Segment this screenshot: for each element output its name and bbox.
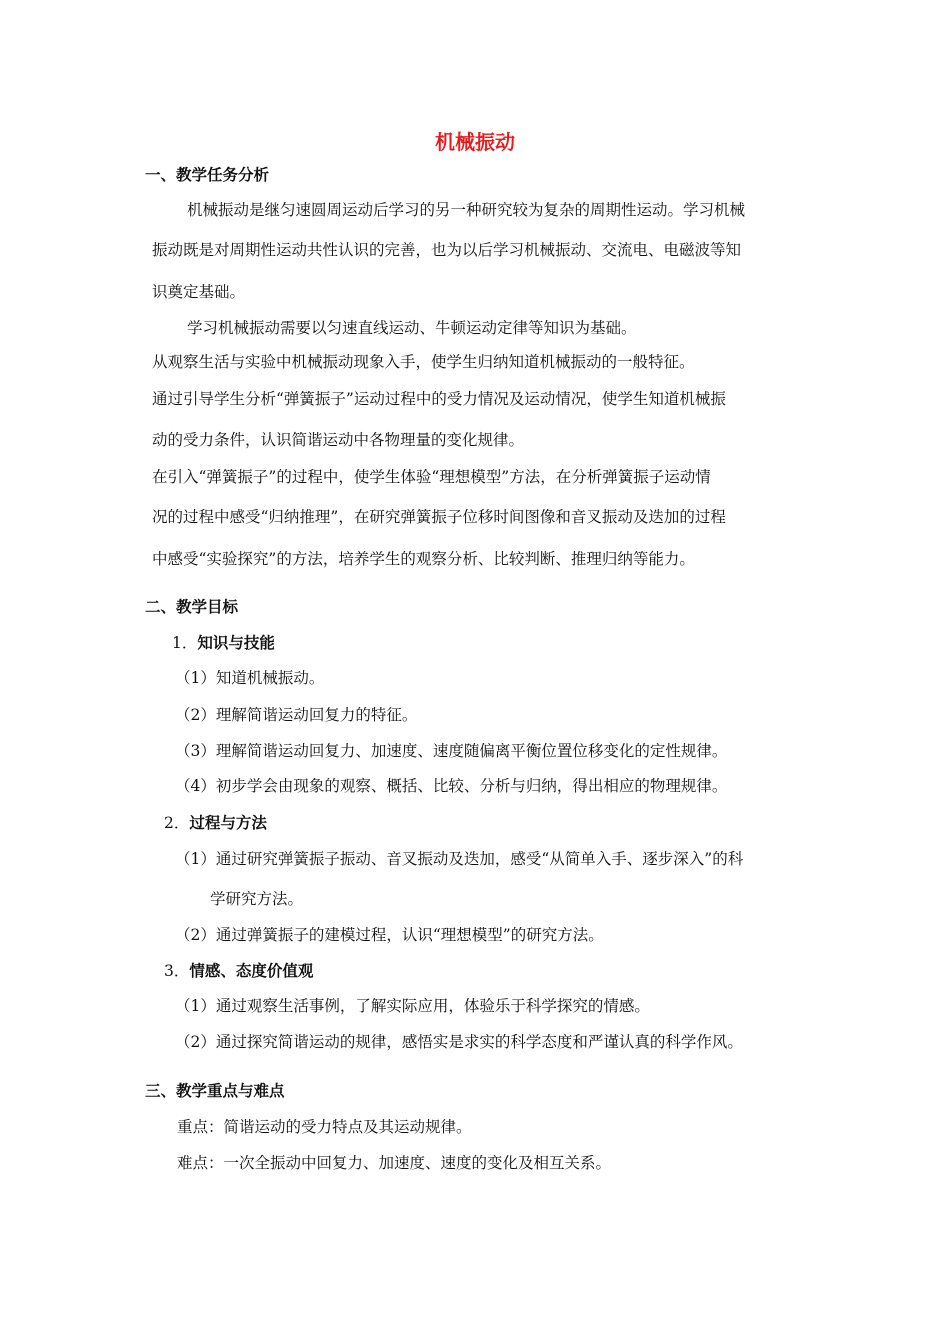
paragraph-line: 重点：简谐运动的受力特点及其运动规律。 bbox=[177, 1118, 472, 1136]
subsection-title: 知识与技能 bbox=[197, 634, 275, 652]
section-heading-3: 三、教学重点与难点 bbox=[145, 1082, 285, 1100]
subsection-number: 1． bbox=[172, 634, 198, 652]
paragraph-line: 通过引导学生分析“弹簧振子”运动过程中的受力情况及运动情况，使学生知道机械振 bbox=[152, 390, 726, 408]
paragraph-line: 动的受力条件，认识简谐运动中各物理量的变化规律。 bbox=[152, 431, 525, 449]
paragraph-line: 机械振动是继匀速圆周运动后学习的另一种研究较为复杂的周期性运动。学习机械 bbox=[187, 201, 746, 219]
list-item: （2）通过探究简谐运动的规律，感悟实是求实的科学态度和严谨认真的科学作风。 bbox=[175, 1033, 743, 1051]
paragraph-line: 难点：一次全振动中回复力、加速度、速度的变化及相互关系。 bbox=[177, 1154, 612, 1172]
subsection-heading-process bbox=[164, 813, 267, 833]
subsection-number: 3． bbox=[164, 962, 190, 980]
subsection-number: 2． bbox=[164, 814, 190, 832]
paragraph-line: 识奠定基础。 bbox=[152, 283, 246, 301]
section-heading-1: 一、教学任务分析 bbox=[145, 166, 270, 184]
paragraph-line: 振动既是对周期性运动共性认识的完善，也为以后学习机械振动、交流电、电磁波等知 bbox=[152, 241, 742, 259]
section-heading-2: 二、教学目标 bbox=[145, 598, 239, 616]
list-item: （2）理解简谐运动回复力的特征。 bbox=[175, 706, 418, 724]
list-item: （1）通过研究弹簧振子振动、音叉振动及迭加，感受“从简单入手、逐步深入”的科 bbox=[175, 850, 744, 868]
document-title: 机械振动 bbox=[435, 130, 515, 154]
subsection-title: 过程与方法 bbox=[189, 814, 267, 832]
list-item: （4）初步学会由现象的观察、概括、比较、分析与归纳，得出相应的物理规律。 bbox=[175, 777, 728, 795]
paragraph-line: 中感受“实验探究”的方法，培养学生的观察分析、比较判断、推理归纳等能力。 bbox=[152, 550, 695, 568]
list-item: （1）知道机械振动。 bbox=[175, 669, 325, 687]
subsection-heading-attitude bbox=[164, 961, 313, 981]
paragraph-line: 在引入“弹簧振子”的过程中，使学生体验“理想模型”方法，在分析弹簧振子运动情 bbox=[152, 468, 711, 486]
subsection-heading-knowledge bbox=[172, 633, 275, 653]
list-item: （1）通过观察生活事例，了解实际应用，体验乐于科学探究的情感。 bbox=[175, 997, 650, 1015]
paragraph-line: 从观察生活与实验中机械振动现象入手，使学生归纳知道机械振动的一般特征。 bbox=[152, 353, 695, 371]
subsection-title: 情感、态度价值观 bbox=[189, 962, 314, 980]
paragraph-line: 况的过程中感受“归纳推理”，在研究弹簧振子位移时间图像和音叉振动及迭加的过程 bbox=[152, 508, 726, 526]
list-item: （2）通过弹簧振子的建模过程，认识“理想模型”的研究方法。 bbox=[175, 926, 604, 944]
paragraph-line: 学习机械振动需要以匀速直线运动、牛顿运动定律等知识为基础。 bbox=[187, 319, 637, 337]
list-item-continuation: 学研究方法。 bbox=[210, 890, 304, 908]
list-item: （3）理解简谐运动回复力、加速度、速度随偏离平衡位置位移变化的定性规律。 bbox=[175, 742, 728, 760]
